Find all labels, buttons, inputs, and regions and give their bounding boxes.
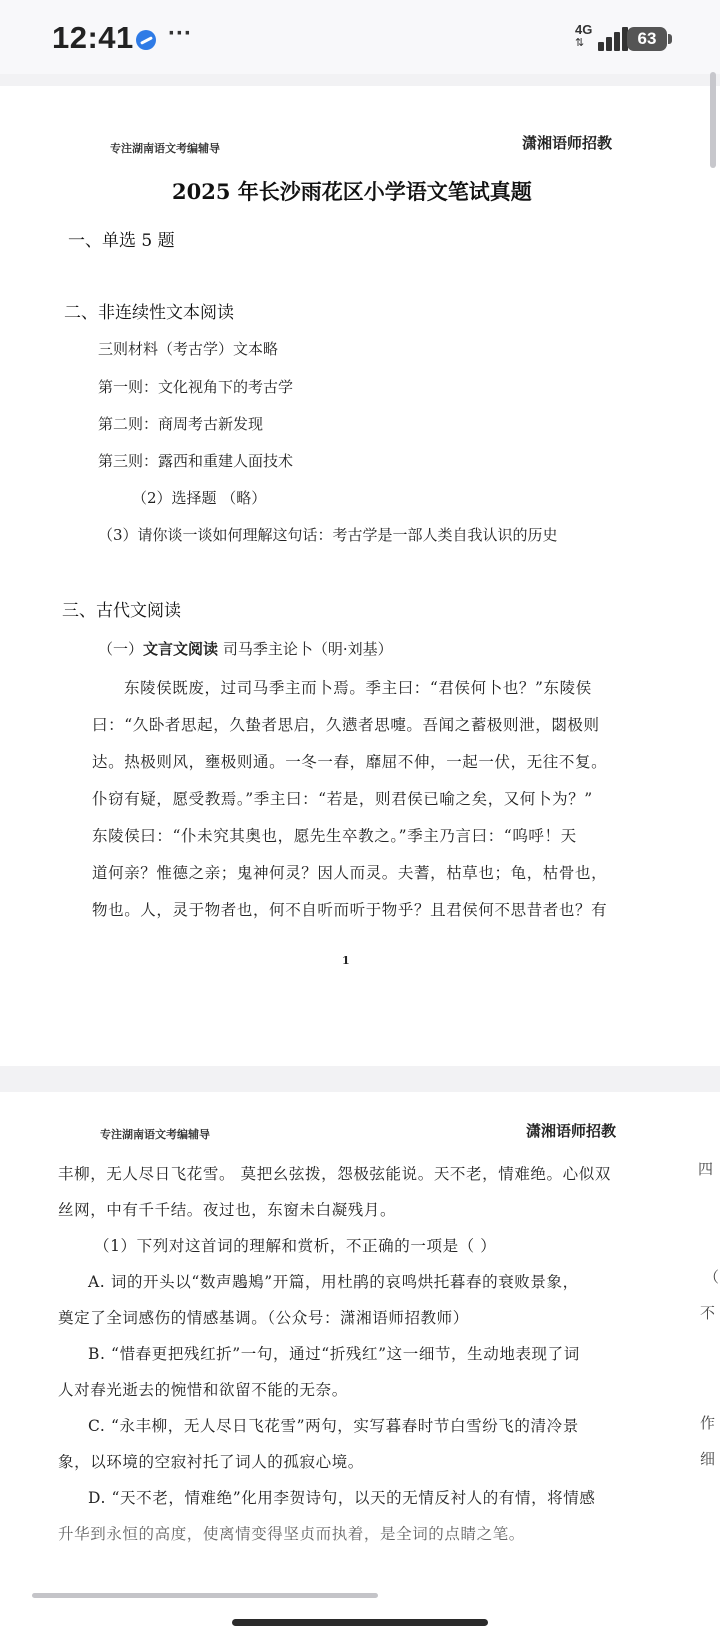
passage-line: 丰柳，无人尽日飞花雪。 莫把幺弦拨，怨极弦能说。天不老，情难绝。心似双 xyxy=(58,1165,611,1183)
question-line: （3）请你谈一谈如何理解这句话：考古学是一部人类自我认识的历史 xyxy=(98,526,558,544)
passage-line: 东陵侯既废，过司马季主而卜焉。季主曰：“君侯何卜也？”东陵侯 xyxy=(124,679,592,697)
page-header-left: 专注湖南语文考编辅导 xyxy=(110,142,220,155)
option-a-line: A. 词的开头以“数声鶗鴂”开篇，用杜鹃的哀鸣烘托暮春的衰败景象， xyxy=(88,1273,579,1291)
battery-cap xyxy=(668,34,672,44)
option-d-line: 升华到永恒的高度，使离情变得坚贞而执着，是全词的点睛之笔。 xyxy=(58,1525,525,1543)
option-a-line: 奠定了全词感伤的情感基调。（公众号：潇湘语师招教师） xyxy=(58,1309,469,1327)
option-c-line: 象，以环境的空寂衬托了词人的孤寂心境。 xyxy=(58,1453,364,1471)
status-bar xyxy=(0,0,720,74)
subsection-prefix: （一） xyxy=(98,640,144,658)
more-notifications-icon: ··· xyxy=(168,20,192,47)
document-page-2[interactable] xyxy=(0,1092,720,1640)
subsection-rest: 司马季主论卜（明·刘基） xyxy=(222,640,393,658)
network-type-label: 4G xyxy=(575,22,593,37)
adjacent-page-edge-char: 作 xyxy=(700,1414,716,1432)
option-b-line: B. “惜春更把残红折”一句，通过“折残红”这一细节，生动地表现了词 xyxy=(88,1345,580,1363)
material-line: 三则材料（考古学）文本略 xyxy=(98,340,279,358)
material-line: 第三则：露西和重建人面技术 xyxy=(98,452,294,470)
section-heading: 三、古代文阅读 xyxy=(62,601,181,621)
status-time: 12:41 xyxy=(52,20,134,55)
option-d-line: D. “天不老，情难绝”化用李贺诗句，以天的无情反衬人的有情，将情感 xyxy=(88,1489,596,1507)
subsection-bold: 文言文阅读 xyxy=(143,640,219,658)
passage-line: 东陵侯曰：“仆未究其奥也，愿先生卒教之。”季主乃言曰：“呜呼！天 xyxy=(92,827,577,845)
option-b-line: 人对春光逝去的惋惜和欲留不能的无奈。 xyxy=(58,1381,348,1399)
adjacent-page-edge-char: 四 xyxy=(698,1160,714,1178)
page-header-left: 专注湖南语文考编辅导 xyxy=(100,1128,210,1141)
passage-line: 仆窃有疑，愿受教焉。”季主曰：“若是，则君侯已喻之矣，又何卜为？” xyxy=(92,790,593,808)
section-heading: 二、非连续性文本阅读 xyxy=(64,303,234,323)
app-notification-icon xyxy=(136,30,156,50)
document-title: 2025 年长沙雨花区小学语文笔试真题 xyxy=(172,179,532,204)
question-line: （2）选择题 （略） xyxy=(132,489,267,507)
passage-line: 达。热极则风，壅极则通。一冬一春，靡屈不伸，一起一伏，无往不复。 xyxy=(92,753,608,771)
adjacent-page-edge-char: 不 xyxy=(700,1304,716,1322)
passage-line: 曰：“久卧者思起，久蛰者思启，久懑者思嚏。吾闻之蓄极则泄，閟极则 xyxy=(92,716,600,734)
adjacent-page-edge-char: （ xyxy=(704,1268,720,1286)
signal-strength-icon xyxy=(590,27,628,51)
data-activity-icon: ⇅ xyxy=(575,36,585,49)
vertical-scrollbar[interactable] xyxy=(710,72,716,168)
subsection-heading xyxy=(98,638,393,659)
passage-line: 道何亲？惟德之亲；鬼神何灵？因人而灵。夫蓍，枯草也；龟，枯骨也， xyxy=(92,864,608,882)
horizontal-scrollbar[interactable] xyxy=(32,1593,378,1598)
option-c-line: C. “永丰柳，无人尽日飞花雪”两句，实写暮春时节白雪纷飞的清冷景 xyxy=(88,1417,579,1435)
material-line: 第一则：文化视角下的考古学 xyxy=(98,378,294,396)
document-page-1[interactable] xyxy=(0,86,720,1066)
adjacent-page-edge-char: 细 xyxy=(700,1450,716,1468)
section-heading: 一、单选 5 题 xyxy=(68,231,175,251)
battery-icon: 63 xyxy=(627,27,667,51)
page-number: 1 xyxy=(342,954,350,967)
passage-line: 丝网，中有千千结。夜过也，东窗未白凝残月。 xyxy=(58,1201,397,1219)
question-line: （1）下列对这首词的理解和赏析，不正确的一项是（ ） xyxy=(94,1237,497,1255)
material-line: 第二则：商周考古新发现 xyxy=(98,415,264,433)
page-header-right: 潇湘语师招教 xyxy=(526,1122,617,1140)
home-indicator[interactable] xyxy=(232,1619,488,1626)
page-header-right: 潇湘语师招教 xyxy=(522,134,613,152)
passage-line: 物也。人，灵于物者也，何不自听而听于物乎？且君侯何不思昔者也？有 xyxy=(92,901,608,919)
